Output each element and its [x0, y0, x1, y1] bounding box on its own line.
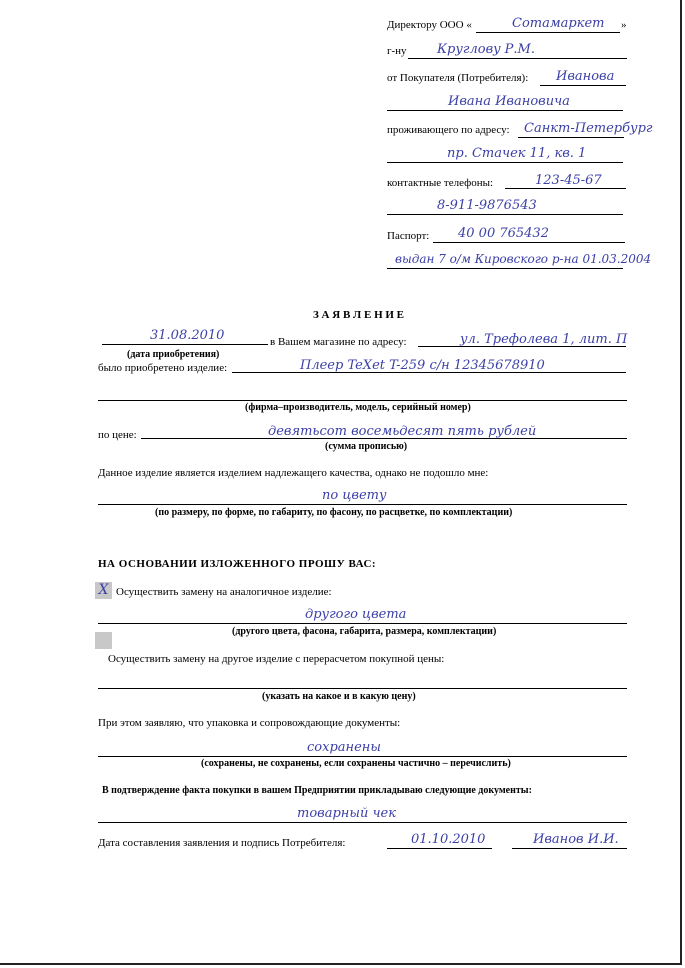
packaging-value: сохранены [307, 740, 381, 755]
passport-issued: выдан 7 о/м Кировского р-на 01.03.2004 [395, 252, 652, 266]
document-title: З А Я В Л Е Н И Е [313, 309, 405, 321]
signature-date-line [387, 848, 492, 849]
city: Санкт-Петербург [524, 121, 653, 136]
signature-name-line [512, 848, 627, 849]
item-caption: (фирма–производитель, модель, серийный номер) [245, 402, 471, 413]
street-line [387, 162, 623, 163]
signature-name: Иванов И.И. [533, 832, 619, 847]
street: пр. Стачек 11, кв. 1 [447, 146, 587, 161]
quality-statement: Данное изделие является изделием надлежащего качества, однако не подошло мне: [98, 467, 489, 479]
request-heading: НА ОСНОВАНИИ ИЗЛОЖЕННОГО ПРОШУ ВАС: [98, 558, 377, 570]
reason-caption: (по размеру, по форме, по габариту, по фасону, по расцветке, по комплектации) [155, 507, 513, 518]
store-label: в Вашем магазине по адресу: [270, 336, 407, 348]
purchase-date-line [102, 344, 268, 345]
quote-close: » [621, 19, 627, 31]
passport-number: 40 00 765432 [458, 226, 549, 241]
option2-caption: (указать на какое и в какую цену) [262, 691, 416, 702]
packaging-line [98, 756, 627, 757]
option1-value: другого цвета [305, 607, 407, 622]
signature-label: Дата составления заявления и подпись Потребителя: [98, 837, 346, 849]
company-line [476, 32, 620, 33]
phone1-line [505, 188, 626, 189]
company-name: Сотамаркет [512, 16, 605, 31]
item-line-2 [98, 400, 627, 401]
item-label: было приобретено изделие: [98, 362, 228, 374]
price-label: по цене: [98, 429, 137, 441]
option2-label: Осуществить замену на другое изделие с перерасчетом покупной цены: [108, 653, 445, 665]
option2-checkbox[interactable] [95, 632, 112, 649]
to-director-label: Директору ООО « [387, 19, 472, 31]
reason: по цвету [322, 488, 387, 503]
documents-line [98, 822, 627, 823]
address-label: проживающего по адресу: [387, 124, 510, 136]
buyer-surname: Иванова [556, 69, 615, 84]
director-line [408, 58, 627, 59]
director-name: Кругловy Р.М. [437, 42, 535, 57]
option1-line [98, 623, 627, 624]
passport-label: Паспорт: [387, 230, 430, 242]
packaging-caption: (сохранены, не сохранены, если сохранены частично – перечислить) [201, 758, 511, 769]
phones-label: контактные телефоны: [387, 177, 494, 189]
phone2-line [387, 214, 623, 215]
purchase-date: 31.08.2010 [150, 328, 225, 343]
documents-statement: В подтверждение факта покупки в вашем Предприятии прикладываю следующие документы: [102, 785, 532, 796]
option1-label: Осуществить замену на аналогичное изделие: [116, 586, 332, 598]
signature-date: 01.10.2010 [411, 832, 486, 847]
buyer-name-line [387, 110, 623, 111]
buyer-name: Ивана Ивановича [448, 94, 570, 109]
packaging-statement: При этом заявляю, что упаковка и сопровождающие документы: [98, 717, 401, 729]
option1-checkbox[interactable] [95, 582, 112, 599]
option2-line [98, 688, 627, 689]
item-name: Плеер TeXet T-259 с/н 12345678910 [300, 358, 545, 373]
documents-value: товарный чек [297, 806, 396, 821]
city-line [518, 137, 624, 138]
store-address: ул. Трефолева 1, лит. П [460, 332, 628, 347]
purchase-date-caption: (дата приобретения) [127, 349, 220, 360]
passport-issued-line [387, 268, 623, 269]
price-words: девятьсот восемьдесят пять рублей [268, 424, 537, 439]
reason-line [98, 504, 627, 505]
phone2: 8-911-9876543 [437, 198, 537, 213]
phone1: 123-45-67 [535, 173, 602, 188]
from-buyer-label: от Покупателя (Потребителя): [387, 72, 529, 84]
price-caption: (сумма прописью) [325, 441, 408, 452]
option1-caption: (другого цвета, фасона, габарита, размера, комплектации) [232, 626, 497, 637]
passport-number-line [433, 242, 625, 243]
gnu-label: г-ну [387, 45, 407, 57]
option1-check-mark: X [98, 582, 109, 598]
buyer-surname-line [540, 85, 626, 86]
